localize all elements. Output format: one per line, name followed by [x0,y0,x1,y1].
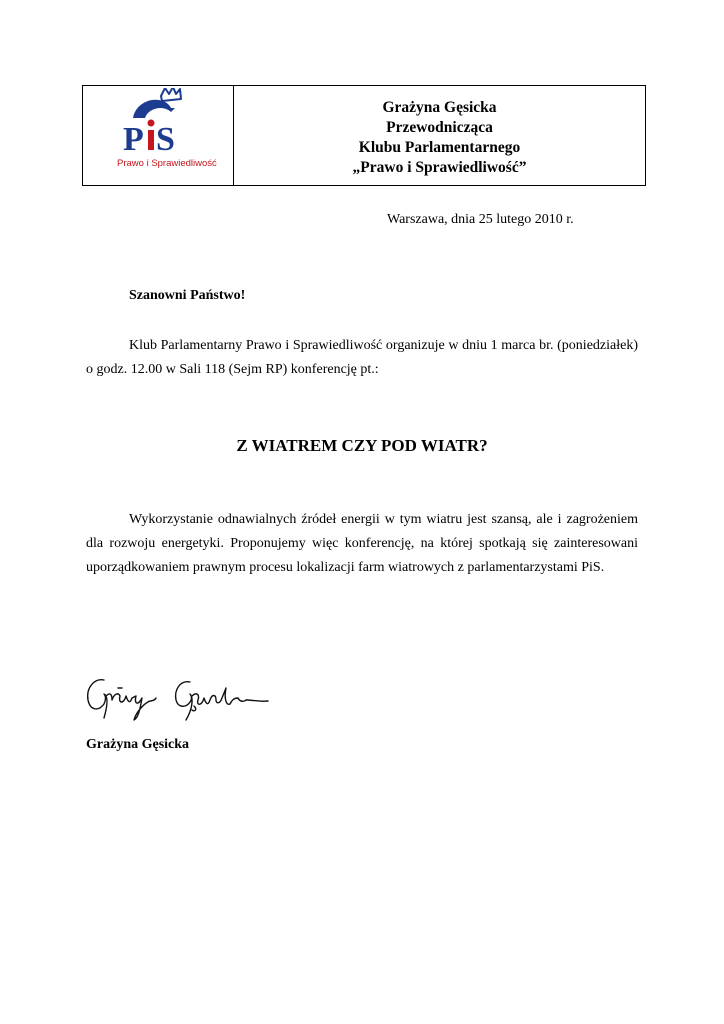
conference-title: Z WIATREM CZY POD WIATR? [236,436,488,455]
paragraph-invitation: Klub Parlamentarny Prawo i Sprawiedliwość organizuje w dniu 1 marca br. (poniedziałek) o godz. 12.00 w Sali 118 (Sejm RP) konferencję pt.: [86,338,638,377]
svg-text:P: P [123,121,144,158]
title-line-club: Klubu Parlamentarnego [358,138,521,156]
date-line: Warszawa, dnia 25 lutego 2010 r. [387,212,574,227]
svg-text:S: S [156,121,175,158]
salutation: Szanowni Państwo! [129,288,246,303]
paragraph-description: Wykorzystanie odnawialnych źródeł energii w tym wiatru jest szansą, ale i zagrożeniem dla rozwoju energetyki. Proponujemy więc konferencję, na której spotkają się zainteresowani uporządkowaniem prawnym procesu lokalizacji farm wiatrowych z parlamentarzystami PiS. [86,512,638,575]
title-line-party: „Prawo i Sprawiedliwość” [352,158,527,176]
logo-cell [83,86,234,185]
letterhead [82,85,646,186]
title-line-role: Przewodnicząca [386,118,493,136]
header-title [234,86,645,185]
pis-logo [113,88,203,160]
crown-icon [161,88,181,101]
logo-tagline: Prawo i Sprawiedliwość [117,158,217,169]
signatory-name: Grażyna Gęsicka [86,737,190,752]
eagle-icon [133,100,175,118]
title-line-name: Grażyna Gęsicka [382,98,497,116]
handwritten-signature [82,674,272,726]
